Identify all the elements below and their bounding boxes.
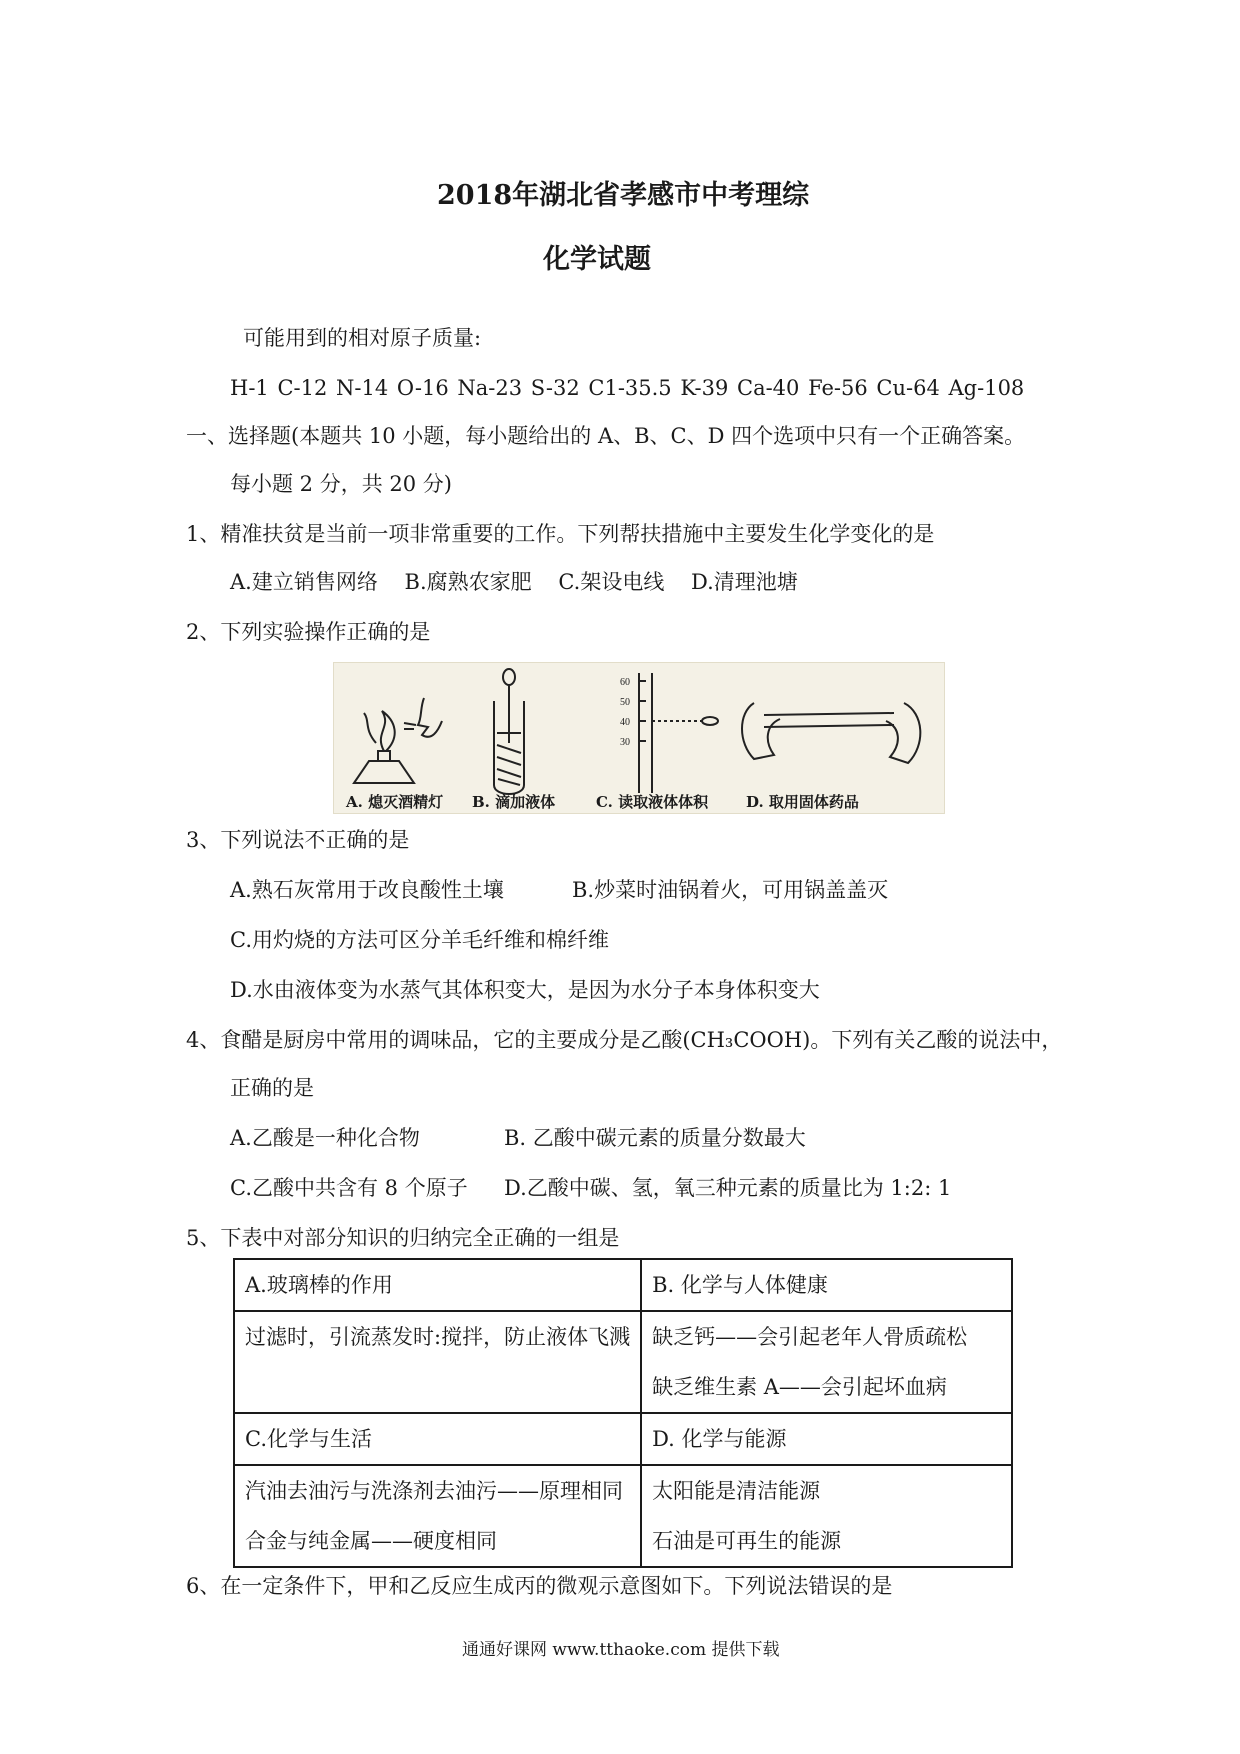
cell-b-body: 缺乏钙——会引起老年人骨质疏松 缺乏维生素 A——会引起坏血病 (641, 1311, 1012, 1413)
alcohol-lamp-illustration (354, 698, 442, 783)
table-row (234, 1465, 1012, 1567)
scale-label-50: 50 (620, 697, 630, 708)
q1-stem: 1、精准扶贫是当前一项非常重要的工作。下列帮扶措施中主要发生化学变化的是 (186, 522, 935, 546)
q3-option-c: C.用灼烧的方法可区分羊毛纤维和棉纤维 (230, 928, 609, 952)
q3-option-b: B.炒菜时油锅着火，可用锅盖盖灭 (572, 878, 889, 902)
atomic-mass-label: 可能用到的相对原子质量: (243, 326, 482, 350)
page-subtitle: 化学试题 (543, 244, 651, 275)
table-row (234, 1259, 1012, 1311)
q4-option-b: B. 乙酸中碳元素的质量分数最大 (504, 1126, 806, 1150)
q3-option-a: A.熟石灰常用于改良酸性土壤 (230, 878, 504, 902)
q6-stem: 6、在一定条件下，甲和乙反应生成丙的微观示意图如下。下列说法错误的是 (186, 1574, 893, 1598)
q2-stem: 2、下列实验操作正确的是 (186, 620, 431, 644)
scale-label-30: 30 (620, 737, 630, 748)
q3-stem: 3、下列说法不正确的是 (186, 828, 410, 852)
q5-table (233, 1258, 1013, 1568)
dropper-illustration (494, 669, 524, 794)
q4-option-a: A.乙酸是一种化合物 (230, 1126, 420, 1150)
cell-c-body: 汽油去油污与洗涤剂去油污——原理相同 合金与纯金属——硬度相同 (234, 1465, 641, 1567)
cell-c-head: C.化学与生活 (234, 1413, 641, 1465)
cell-d-body: 太阳能是清洁能源 石油是可再生的能源 (641, 1465, 1012, 1567)
page-footer: 通通好课网 www.tthaoke.com 提供下载 (462, 1640, 780, 1660)
q3-option-d: D.水由液体变为水蒸气其体积变大，是因为水分子本身体积变大 (230, 978, 820, 1002)
q4-stem-line1: 4、食醋是厨房中常用的调味品，它的主要成分是乙酸(CH₃COOH)。下列有关乙酸的说法中， (186, 1028, 1063, 1052)
cell-a-head: A.玻璃棒的作用 (234, 1259, 641, 1311)
section-heading-line2: 每小题 2 分，共 20 分) (230, 472, 452, 496)
q4-option-c: C.乙酸中共含有 8 个原子 (230, 1176, 468, 1200)
cell-b-head: B. 化学与人体健康 (641, 1259, 1012, 1311)
cell-a-body: 过滤时，引流蒸发时:搅拌，防止液体飞溅 (234, 1311, 641, 1413)
section-heading-line1: 一、选择题(本题共 10 小题，每小题给出的 A、B、C、D 四个选项中只有一个正确答案。 (186, 424, 1026, 448)
q1-options: A.建立销售网络 B.腐熟农家肥 C.架设电线 D.清理池塘 (230, 570, 798, 594)
q4-option-d: D.乙酸中碳、氢，氧三种元素的质量比为 1:2: 1 (504, 1176, 952, 1200)
caption-c: C. 读取液体体积 (596, 793, 709, 811)
atomic-mass-values: H-1 C-12 N-14 O-16 Na-23 S-32 C1-35.5 K-39 Ca-40 Fe-56 Cu-64 Ag-108 (230, 376, 1025, 400)
cell-d-head: D. 化学与能源 (641, 1413, 1012, 1465)
q5-stem: 5、下表中对部分知识的归纳完全正确的一组是 (186, 1226, 620, 1250)
graduated-cylinder-illustration (639, 673, 718, 793)
q4-stem-line2: 正确的是 (230, 1076, 314, 1100)
page-title: 2018年湖北省孝感市中考理综 (437, 180, 810, 211)
caption-b: B. 滴加液体 (472, 793, 556, 811)
scale-label-40: 40 (620, 717, 630, 728)
table-row (234, 1413, 1012, 1465)
q2-figure (333, 662, 945, 814)
caption-d: D. 取用固体药品 (746, 793, 859, 811)
solid-reagent-illustration (742, 703, 920, 763)
table-row (234, 1311, 1012, 1413)
scale-label-60: 60 (620, 677, 630, 688)
caption-a: A. 熄灭酒精灯 (346, 793, 444, 811)
